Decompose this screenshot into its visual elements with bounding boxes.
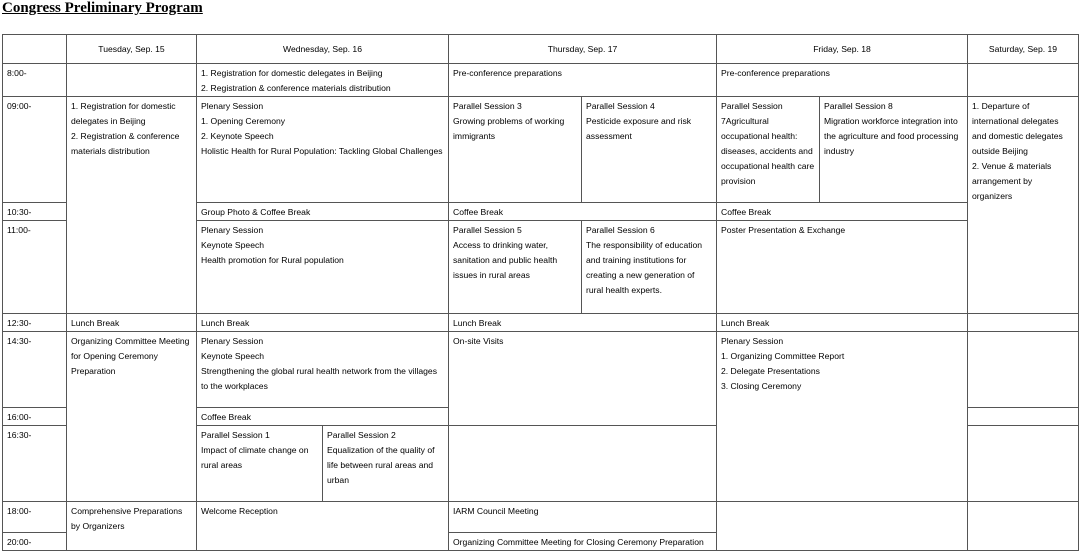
wed-keynote-plenary-cell [197, 221, 449, 314]
tue-committee-meeting-cell [67, 332, 197, 502]
parallel-session-4-cell [582, 97, 717, 203]
time-cell: 14:30- [3, 332, 67, 408]
thu-coffee-break-cell: Coffee Break [449, 203, 717, 221]
row-1800 [3, 502, 1079, 533]
cell-text: Organizing Committee Meeting for Opening Ceremony Preparation [71, 336, 190, 376]
page-title: Congress Preliminary Program [2, 0, 203, 16]
tue-lunch-cell: Lunch Break [67, 314, 197, 332]
cell-line: Holistic Health for Rural Population: Tackling Global Challenges [201, 146, 443, 156]
row-0800 [3, 64, 1079, 97]
time-cell: 16:00- [3, 408, 67, 426]
cell-line: Parallel Session 4 [586, 101, 655, 111]
cell-line: Plenary Session [201, 225, 264, 235]
time-header [3, 35, 67, 64]
parallel-session-3-cell [449, 97, 582, 203]
cell-line: Parallel Session 1 [201, 430, 270, 440]
cell-line: Growing problems of working immigrants [453, 116, 565, 141]
header-row [3, 35, 1079, 64]
wed-welcome-reception-cell: Welcome Reception [197, 502, 449, 551]
day-header-saturday: Saturday, Sep. 19 [968, 35, 1079, 64]
cell-line: Plenary Session [721, 336, 784, 346]
sat-1430-cell [968, 332, 1079, 408]
cell-line: 1. Registration for domestic delegates in Beijing [201, 68, 383, 78]
cell-line: 2. Venue & materials arrangement by organizers [972, 161, 1052, 201]
time-cell: 8:00- [3, 64, 67, 97]
row-1230 [3, 314, 1079, 332]
fri-preparations-cell: Pre-conference preparations [717, 64, 968, 97]
cell-line: Equalization of the quality of life between rural areas and urban [327, 445, 435, 485]
sat-0800-cell [968, 64, 1079, 97]
cell-line: 2. Delegate Presentations [721, 366, 820, 376]
cell-line: 1. Departure of international delegates and domestic delegates outside Beijing [972, 101, 1063, 156]
sat-1600-cell [968, 408, 1079, 426]
thu-1630-cell [449, 426, 717, 502]
sat-1230-cell [968, 314, 1079, 332]
time-cell: 10:30- [3, 203, 67, 221]
time-cell: 20:00- [3, 533, 67, 551]
fri-coffee-break-cell: Coffee Break [717, 203, 968, 221]
fri-closing-plenary-cell [717, 332, 968, 502]
fri-poster-cell: Poster Presentation & Exchange [717, 221, 968, 314]
cell-line: Keynote Speech [201, 240, 265, 250]
time-cell: 16:30- [3, 426, 67, 502]
wed-registration-cell [197, 64, 449, 97]
cell-line: Parallel Session 3 [453, 101, 522, 111]
thu-iarm-meeting-cell: IARM Council Meeting [449, 502, 717, 533]
wed-afternoon-plenary-cell [197, 332, 449, 408]
thu-preparations-cell: Pre-conference preparations [449, 64, 717, 97]
cell-line: Plenary Session [201, 101, 264, 111]
cell-line: Strengthening the global rural health network from the villages to the workplaces [201, 366, 437, 391]
wed-opening-plenary-cell [197, 97, 449, 203]
fri-lunch-cell: Lunch Break [717, 314, 968, 332]
cell-line: Parallel Session [721, 101, 783, 111]
time-cell: 11:00- [3, 221, 67, 314]
sat-evening-cell [968, 502, 1079, 551]
cell-line: 1. Opening Ceremony [201, 116, 286, 126]
cell-text: Comprehensive Preparations by Organizers [71, 506, 183, 531]
cell-line: Parallel Session 8 [824, 101, 893, 111]
cell-line: Pesticide exposure and risk assessment [586, 116, 692, 141]
parallel-session-2-cell [323, 426, 449, 502]
cell-line: Access to drinking water, sanitation and public health issues in rural areas [453, 240, 558, 280]
cell-line: Parallel Session 5 [453, 225, 522, 235]
fri-evening-cell [717, 502, 968, 551]
cell-line: Parallel Session 2 [327, 430, 396, 440]
cell-line: 2. Registration & conference materials distribution [201, 83, 391, 93]
cell-line: 2. Keynote Speech [201, 131, 274, 141]
program-table [2, 34, 1079, 551]
parallel-session-8-cell [820, 97, 968, 203]
wed-group-photo-cell: Group Photo & Coffee Break [197, 203, 449, 221]
day-header-wednesday: Wednesday, Sep. 16 [197, 35, 449, 64]
cell-line: 7Agricultural occupational health: diseases, accidents and occupational health care provision [721, 116, 815, 186]
wed-coffee-break-cell: Coffee Break [197, 408, 449, 426]
tue-comprehensive-prep-cell [67, 502, 197, 551]
sat-1630-cell [968, 426, 1079, 502]
day-header-friday: Friday, Sep. 18 [717, 35, 968, 64]
cell-line: Impact of climate change on rural areas [201, 445, 309, 470]
wed-lunch-cell: Lunch Break [197, 314, 449, 332]
cell-line: 1. Organizing Committee Report [721, 351, 845, 361]
cell-line: Parallel Session 6 [586, 225, 655, 235]
cell-line: 3. Closing Ceremony [721, 381, 802, 391]
parallel-session-5-cell [449, 221, 582, 314]
cell-line: The responsibility of education and training institutions for creating a new generation of rural health experts. [586, 240, 703, 295]
parallel-session-7-cell [717, 97, 820, 203]
cell-line: Plenary Session [201, 336, 264, 346]
cell-line: Migration workforce integration into the agriculture and food processing industry [824, 116, 959, 156]
row-0900 [3, 97, 1079, 203]
thu-lunch-cell: Lunch Break [449, 314, 717, 332]
row-1430 [3, 332, 1079, 408]
cell-line: Health promotion for Rural population [201, 255, 344, 265]
cell-line: Keynote Speech [201, 351, 265, 361]
sat-departure-cell [968, 97, 1079, 314]
time-cell: 18:00- [3, 502, 67, 533]
parallel-session-6-cell [582, 221, 717, 314]
parallel-session-1-cell [197, 426, 323, 502]
tue-registration-cell [67, 97, 197, 314]
time-cell: 12:30- [3, 314, 67, 332]
thu-closing-committee-cell [449, 533, 717, 551]
tue-0800-cell [67, 64, 197, 97]
day-header-tuesday: Tuesday, Sep. 15 [67, 35, 197, 64]
time-cell: 09:00- [3, 97, 67, 203]
day-header-thursday: Thursday, Sep. 17 [449, 35, 717, 64]
thu-site-visits-cell: On-site Visits [449, 332, 717, 426]
cell-line: Organizing Committee Meeting for Closing Ceremony Preparation [453, 537, 704, 547]
cell-text: 1. Registration for domestic delegates in Beijing 2. Registration & conference materials distribution [71, 101, 180, 156]
